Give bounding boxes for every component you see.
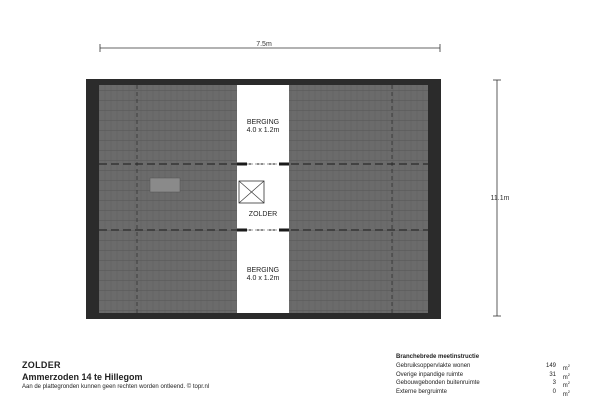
footer	[0, 340, 600, 400]
address: Ammerzoden 14 te Hillegom	[22, 372, 143, 382]
area-row	[396, 379, 576, 388]
area-row-value: 149	[545, 363, 556, 369]
area-row	[396, 388, 576, 397]
area-row-unit: $m^2$	[562, 388, 570, 398]
room-1-size: 4.0 x 1.2m	[246, 127, 280, 134]
area-table-header: Branchebrede meetinstructie	[396, 354, 480, 360]
width-dimension	[100, 41, 440, 52]
height-dimension-label: 11.1m	[490, 195, 510, 202]
room-3-name: BERGING	[246, 267, 280, 274]
skylight	[150, 178, 180, 192]
disclaimer: Aan de plattegronden kunnen geen rechten worden ontleend. © topr.nl	[22, 384, 210, 390]
area-row-unit: $m^2$	[562, 363, 570, 372]
area-row-unit: $m^2$	[562, 380, 570, 389]
area-row-label: Gebruiksoppervlakte wonen	[396, 363, 471, 369]
area-row-value: 31	[549, 371, 556, 378]
area-row-value: 3	[552, 380, 556, 386]
roof-left	[99, 85, 237, 313]
area-row-label: Overige inpandige ruimte	[396, 371, 464, 378]
height-dimension	[491, 80, 510, 316]
roof-right	[289, 85, 428, 313]
area-row-unit: $m^2$	[562, 371, 570, 381]
area-row-label: Gebouwgebonden buitenruimte	[396, 380, 480, 386]
area-row-label: Externe bergruimte	[396, 388, 448, 395]
area-table	[396, 353, 576, 396]
floor-title: ZOLDER	[22, 360, 61, 370]
room-1-name: BERGING	[246, 119, 280, 126]
area-row-value: 0	[552, 388, 556, 395]
area-row	[396, 371, 576, 380]
room-3-size: 4.0 x 1.2m	[246, 275, 280, 282]
area-row	[396, 362, 576, 371]
width-dimension-label: 7.5m	[256, 41, 272, 48]
room-2-name: ZOLDER	[248, 211, 278, 218]
